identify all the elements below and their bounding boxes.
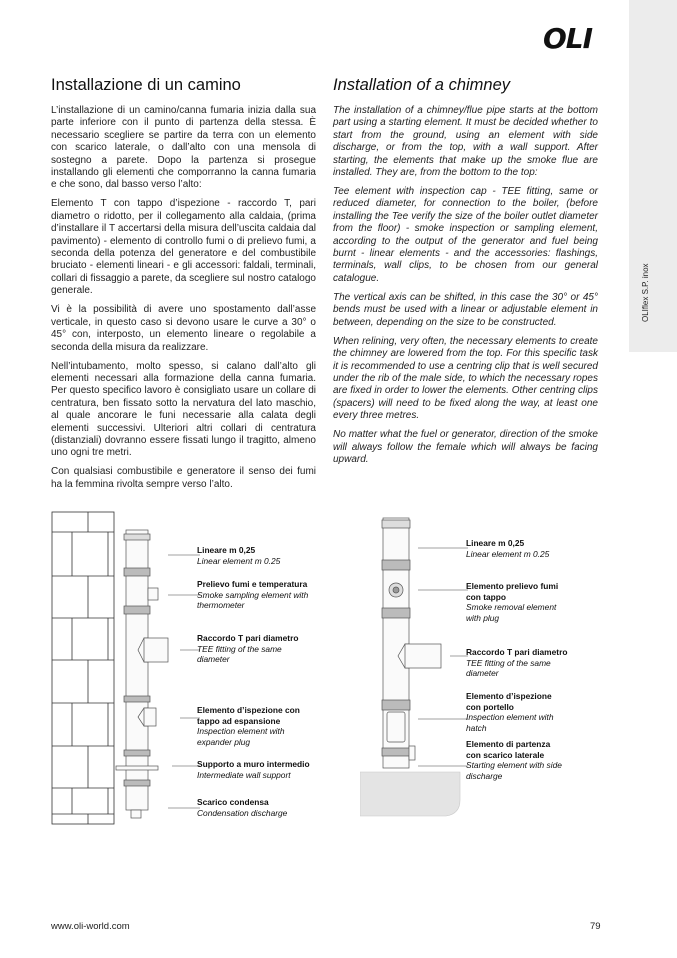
flue-pipe-icon	[116, 530, 168, 818]
wall-label-condensation: Scarico condensa Condensation discharge	[197, 797, 288, 818]
english-column	[333, 72, 598, 473]
ground-label-smoke-removal: Elemento prelievo fumi con tappo Smoke removal element with plug	[466, 581, 559, 623]
brick-wall-icon	[52, 512, 114, 824]
english-paragraph: Tee element with inspection cap - TEE fitting, same or reduced diameter, for connection to the boiler, (before installing the Tee verify the size of the boiler outlet diameter from the floor) - smoke inspection or sampling element, according to the output of the generator and fuel being burnt - linear elements - and the accessories: flashings, terminals, wall clips, to be chosen from our general catalogue.	[333, 186, 598, 284]
english-paragraph: No matter what the fuel or generator, direction of the smoke will always follow the female which will always be facing upward.	[333, 429, 598, 465]
italian-title: Installazione di un camino	[51, 76, 241, 94]
page-number: 79	[590, 921, 601, 932]
ground-chimney-diagram	[360, 510, 468, 820]
ground-label-tee: Raccordo T pari diametro TEE fitting of the same diameter	[466, 647, 568, 679]
english-title: Installation of a chimney	[333, 76, 511, 94]
italian-paragraph: Elemento T con tappo d’ispezione - raccordo T, pari diametro o ridotto, per il collegamento alla caldaia, (prima d’installare il T accertarsi della misura dell’uscita caldaia dal pavimento) - elemento di controllo fumi o di prelievo fumi, a seconda della potenza del generatore e del combustibile bruciato - elementi lineari - e gli accessori: faldali, terminali, collari di fissaggio a parete, da scegliere sul nostro catalogo generale.	[51, 198, 316, 297]
oli-logo: OLI	[543, 22, 593, 55]
wall-chimney-diagram	[40, 510, 200, 830]
wall-label-sampling: Prelievo fumi e temperatura Smoke sampling element with thermometer	[197, 579, 309, 611]
sidebar-product-label: OLIflex S.P. inox	[641, 263, 650, 322]
footer-website-link[interactable]: www.oli-world.com	[51, 921, 130, 932]
english-paragraph: When relining, very often, the necessary elements to create the chimney are lowered from the top. For this specific task it is recommended to use a centring clip that is well secured under the rib of the male side, to which the necessary ropes are fixed in order to lower the elements. Other centring clips (spacers) will need to be fixed along the way, at least one every three metres.	[333, 335, 598, 422]
italian-paragraph: L’installazione di un camino/canna fumaria inizia dalla sua parte inferiore con il punto di partenza della stessa. È necessario scegliere se partire da terra con un elemento con scarico laterale, o dall’alto con una mensola di sostegno a parete. Dopo la partenza si prosegue installando gli elementi che comporranno la canna fumaria e che sono, dal basso verso l’alto:	[51, 105, 316, 191]
flue-pipe-icon	[382, 518, 441, 768]
english-paragraph: The installation of a chimney/flue pipe starts at the bottom part using a starting element. It must be decided whether to start from the ground, using an element with side discharge, or from the top, with a wall support. After starting, the elements that make up the smoke flue are installed. They are, from the bottom to the top:	[333, 105, 598, 179]
wall-label-linear: Lineare m 0,25 Linear element m 0.25	[197, 545, 281, 566]
wall-label-inspection: Elemento d’ispezione con tappo ad espansione Inspection element with expander plug	[197, 705, 300, 747]
italian-paragraph: Con qualsiasi combustibile e generatore il senso dei fumi ha la femmina rivolta sempre verso l’alto.	[51, 466, 316, 490]
ground-label-inspection: Elemento d’ispezione con portello Inspection element with hatch	[466, 691, 554, 733]
ground-floor-icon	[360, 772, 460, 816]
italian-paragraph: Nell’intubamento, molto spesso, si calano dall’alto gli elementi necessari alla formazione della canna fumaria. Per questo specifico lavoro è consigliato usare un collare di centratura, ben fissato sotto la nervatura del lato maschio, al quale ancorare le funi necessarie alla calata degli elementi successivi. Ulteriori altri collari di centratura (distanziali) dovranno essere fissati lungo il tragitto, almeno uno ogni tre metri.	[51, 360, 316, 459]
italian-paragraph: Vi è la possibilità di avere uno spostamento dall’asse verticale, in questo caso si devono usare le curve a 30° o 45° con, interposto, un elemento lineare o regolabile a seconda della misura da realizzare.	[51, 304, 316, 353]
wall-label-support: Supporto a muro intermedio Intermediate wall support	[197, 759, 310, 780]
italian-column	[51, 72, 316, 498]
english-paragraph: The vertical axis can be shifted, in this case the 30° or 45° bends must be used with a linear or adjustable element in between, depending on the size to be constructed.	[333, 291, 598, 328]
ground-label-linear: Lineare m 0,25 Linear element m 0.25	[466, 538, 550, 559]
wall-label-tee: Raccordo T pari diametro TEE fitting of the same diameter	[197, 633, 299, 665]
ground-label-starting: Elemento di partenza con scarico laterale Starting element with side discharge	[466, 739, 562, 781]
sidebar-strip	[629, 0, 677, 352]
callout-lines	[168, 555, 200, 808]
